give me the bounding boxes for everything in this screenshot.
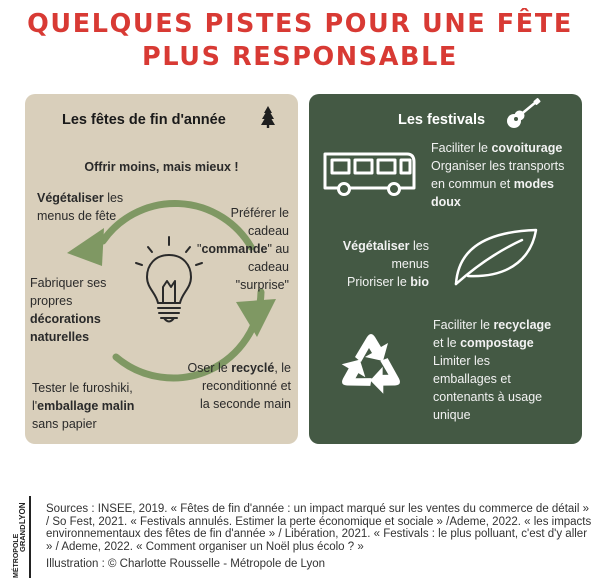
lightbulb-icon xyxy=(133,237,205,337)
leaf-icon xyxy=(452,226,538,288)
illustration-credit: Illustration : © Charlotte Rousselle - Métropole de Lyon xyxy=(46,558,326,571)
sources-text: Sources : INSEE, 2019. « Fêtes de fin d'année : un impact marqué sur les ventes du commerce de détail » / So Fest, 2021. « Festivals annulés. Estimer la perte économique et sociale » /Ademe, 2022. « les impacts environnementaux des fêtes de fin d'année » / Libération, 2021. « Festivals : le plus polluant, c'est d'y aller » / Ademe, 2022. « Comment organiser un Noël plus écolo ? » xyxy=(46,503,592,553)
logo-lyon-text: LYON xyxy=(18,502,27,524)
holidays-panel-title: Les fêtes de fin d'année xyxy=(62,112,226,128)
tip-furoshiki: Tester le furoshiki, l'emballage malin sans papier xyxy=(32,381,135,431)
sources-footer xyxy=(46,503,594,571)
tip-decorations-naturelles: Fabriquer ses propres décorations naturelles xyxy=(30,276,107,344)
guitar-icon xyxy=(505,98,541,130)
holidays-panel xyxy=(25,94,298,444)
tip-transports: Faciliter le covoiturage Organiser les transports en commun et modes doux xyxy=(431,141,565,209)
metropole-lyon-logo xyxy=(14,496,34,578)
recycling-symbol-icon xyxy=(331,327,411,407)
tip-offrir-moins: Offrir moins, mais mieux ! xyxy=(84,160,239,174)
page-title xyxy=(0,8,600,74)
logo-metropole-text: MÉTROPOLE xyxy=(13,533,20,578)
tip-recycle-seconde-main: Oser le recyclé, le reconditionné et la seconde main xyxy=(187,361,291,411)
title-line-2: PLUS RESPONSABLE xyxy=(142,42,458,72)
tip-vegetaliser-fete: Végétaliser les menus de fête xyxy=(37,191,124,223)
tip-recyclage-compostage: Faciliter le recyclage et le compostage Limiter les emballages et contenants à usage unique xyxy=(433,318,552,422)
bus-icon xyxy=(322,150,417,196)
tip-cadeau-commande: Préférer le cadeau "commande" au cadeau "surprise" xyxy=(197,206,290,292)
tip-vegetaliser-festival: Végétaliser les menus Prioriser le bio xyxy=(342,239,429,289)
logo-grand-text: GRAND xyxy=(18,524,27,552)
title-line-1: QUELQUES PISTES POUR UNE FÊTE xyxy=(27,9,573,39)
festivals-panel xyxy=(309,94,582,444)
festivals-panel-title: Les festivals xyxy=(398,112,486,128)
